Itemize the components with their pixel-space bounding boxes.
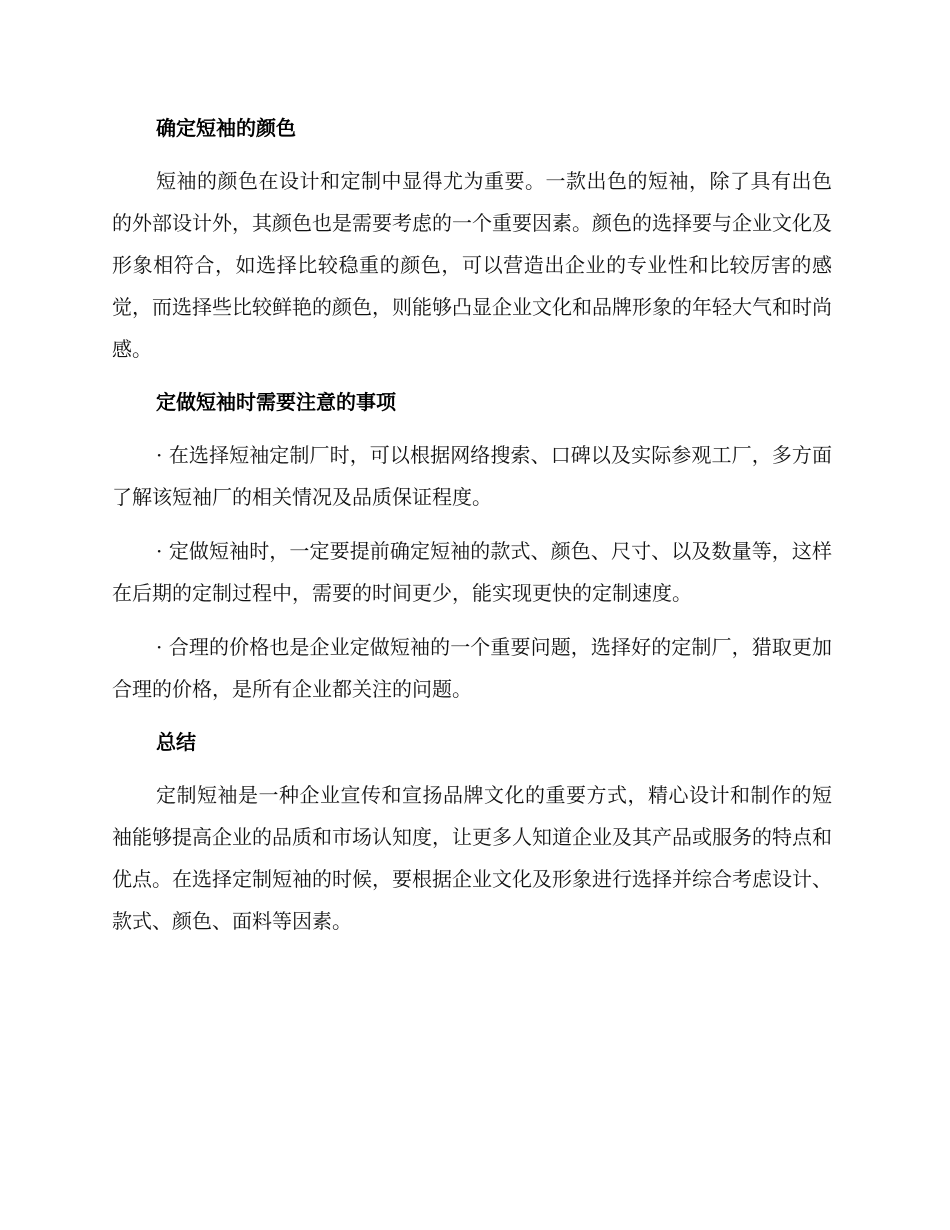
paragraph-color: 短袖的颜色在设计和定制中显得尤为重要。一款出色的短袖，除了具有出色的外部设计外，其颜色也是需要考虑的一个重要因素。颜色的选择要与企业文化及形象相符合，如选择比较稳重的颜色，可以营造出企业的专业性和比较厉害的感觉，而选择些比较鲜艳的颜色，则能够凸显企业文化和品牌形象的年轻大气和时尚感。 (112, 169, 832, 361)
section-heading-summary: 总结 (156, 730, 196, 754)
bullet-paragraph-specs: · 定做短袖时，一定要提前确定短袖的款式、颜色、尺寸、以及数量等，这样在后期的定制过程中，需要的时间更少，能实现更快的定制速度。 (112, 539, 832, 605)
section-heading-notes: 定做短袖时需要注意的事项 (156, 390, 396, 414)
paragraph-summary: 定制短袖是一种企业宣传和宣扬品牌文化的重要方式，精心设计和制作的短袖能够提高企业的品质和市场认知度，让更多人知道企业及其产品或服务的特点和优点。在选择定制短袖的时候，要根据企业文化及形象进行选择并综合考虑设计、款式、颜色、面料等因素。 (112, 783, 832, 933)
bullet-paragraph-price: · 合理的价格也是企业定做短袖的一个重要问题，选择好的定制厂，猎取更加合理的价格，是所有企业都关注的问题。 (112, 635, 832, 701)
document-body (112, 108, 832, 942)
section-heading-color: 确定短袖的颜色 (156, 116, 296, 140)
bullet-paragraph-factory: · 在选择短袖定制厂时，可以根据网络搜索、口碑以及实际参观工厂，多方面了解该短袖厂的相关情况及品质保证程度。 (112, 443, 832, 509)
